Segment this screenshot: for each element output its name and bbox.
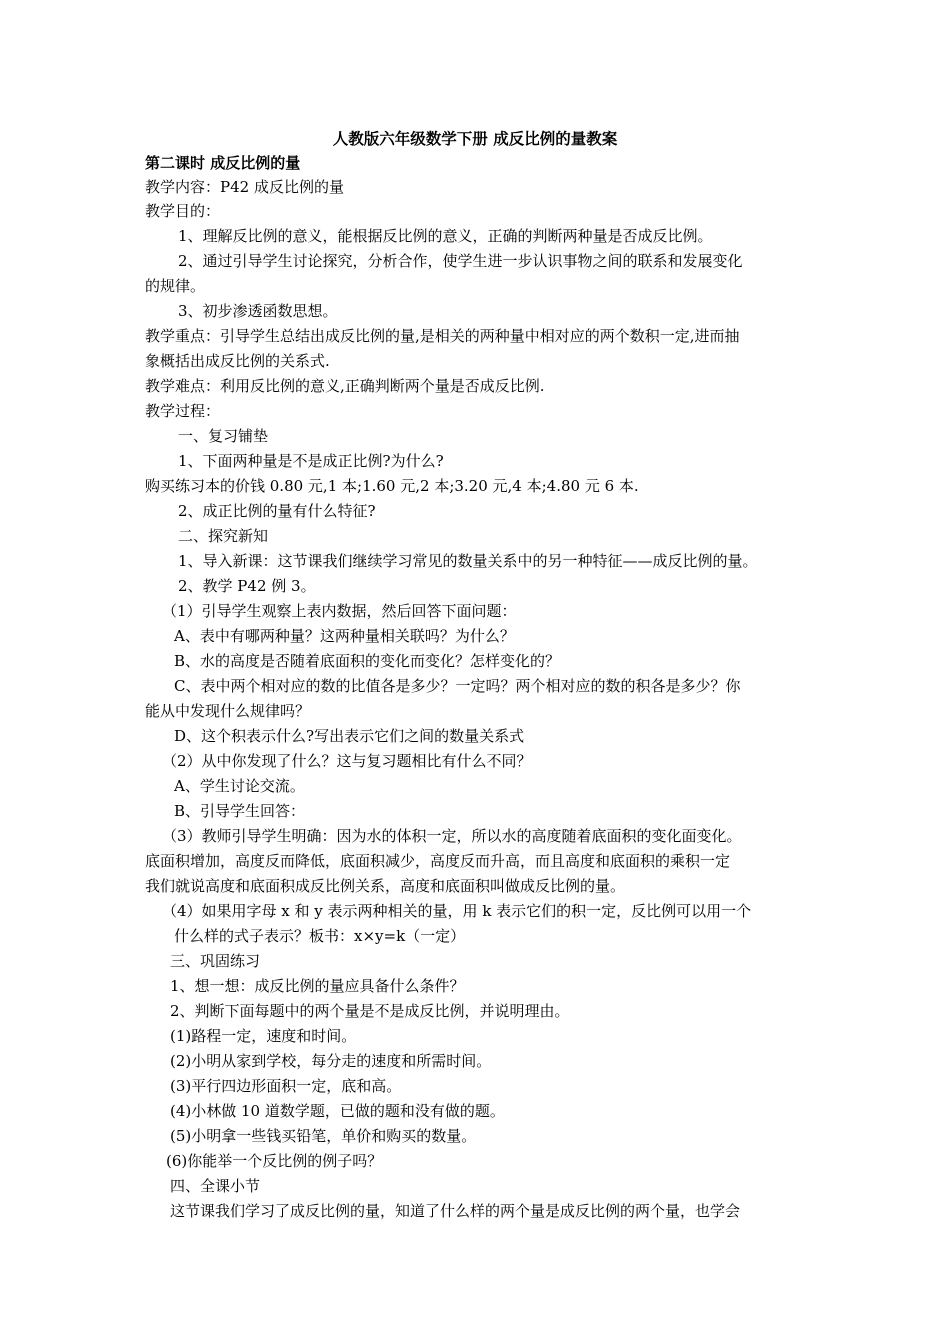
paragraph-line: 底面积增加，高度反而降低，底面积减少，高度反而升高，而且高度和底面积的乘积一定 [145, 852, 731, 870]
paragraph-line: (4)小林做 10 道数学题，已做的题和没有做的题。 [170, 1102, 505, 1120]
paragraph-line: （4）如果用字母 x 和 y 表示两种相关的量，用 k 表示它们的积一定，反比例可以用一个 [162, 902, 752, 920]
section-heading: 二、探究新知 [178, 527, 269, 545]
paragraph-line: 1、导入新课：这节课我们继续学习常见的数量关系中的另一种特征——成反比例的量。 [178, 552, 758, 570]
paragraph-line: 1、想一想：成反比例的量应具备什么条件？ [170, 977, 465, 995]
paragraph-line: 2、教学 P42 例 3。 [178, 577, 316, 595]
section-heading: 一、复习铺垫 [178, 427, 269, 445]
paragraph-line: 3、初步渗透函数思想。 [178, 302, 338, 320]
lesson-heading: 第二课时 成反比例的量 [145, 154, 301, 172]
paragraph-line: 教学难点：利用反比例的意义,正确判断两个量是否成反比例. [145, 377, 545, 395]
paragraph-line: 教学目的： [145, 202, 221, 220]
section-heading: 四、全课小节 [170, 1177, 261, 1195]
paragraph-line: (2)小明从家到学校，每分走的速度和所需时间。 [170, 1052, 492, 1070]
section-heading: 三、巩固练习 [170, 952, 261, 970]
paragraph-line: (5)小明拿一些钱买铅笔，单价和购买的数量。 [170, 1127, 477, 1145]
paragraph-line: C、表中两个相对应的数的比值各是多少？一定吗？两个相对应的数的积各是多少？你 [174, 677, 741, 695]
paragraph-line: 1、理解反比例的意义，能根据反比例的意义，正确的判断两种量是否成反比例。 [178, 227, 713, 245]
paragraph-line: (1)路程一定，速度和时间。 [170, 1027, 357, 1045]
paragraph-line: 购买练习本的价钱 0.80 元,1 本;1.60 元,2 本;3.20 元,4 本;4.80 元 6 本. [145, 477, 639, 495]
paragraph-line: (6)你能举一个反比例的例子吗？ [166, 1152, 383, 1170]
paragraph-line: B、水的高度是否随着底面积的变化而变化？怎样变化的？ [174, 652, 561, 670]
paragraph-line: A、表中有哪两种量？这两种量相关联吗？为什么？ [174, 627, 515, 645]
paragraph-line: （3）教师引导学生明确：因为水的体积一定，所以水的高度随着底面积的变化面变化。 [162, 827, 742, 845]
paragraph-line: 教学过程： [145, 402, 221, 420]
paragraph-line: 2、判断下面每题中的两个量是不是成反比例，并说明理由。 [170, 1002, 570, 1020]
paragraph-line: 什么样的式子表示？板书：x×y=k（一定） [174, 927, 466, 945]
paragraph-line: 1、下面两种量是不是成正比例?为什么? [178, 452, 444, 470]
paragraph-line: 2、成正比例的量有什么特征? [178, 502, 376, 520]
paragraph-line: 的规律。 [145, 277, 206, 295]
paragraph-line: (3)平行四边形面积一定，底和高。 [170, 1077, 402, 1095]
paragraph-line: 教学内容：P42 成反比例的量 [145, 178, 344, 196]
paragraph-line: A、学生讨论交流。 [174, 777, 305, 795]
document-title: 人教版六年级数学下册 成反比例的量教案 [332, 129, 618, 148]
paragraph-line: （1）引导学生观察上表内数据，然后回答下面问题： [162, 602, 517, 620]
paragraph-line: B、引导学生回答： [174, 802, 306, 820]
paragraph-line: 2、通过引导学生讨论探究，分析合作，使学生进一步认识事物之间的联系和发展变化 [178, 252, 743, 270]
paragraph-line: （2）从中你发现了什么？这与复习题相比有什么不同？ [162, 752, 532, 770]
paragraph-line: 能从中发现什么规律吗？ [145, 702, 311, 720]
paragraph-line: 这节课我们学习了成反比例的量，知道了什么样的两个量是成反比例的两个量，也学会 [170, 1202, 741, 1220]
paragraph-line: 象概括出成反比例的关系式. [145, 352, 330, 370]
paragraph-line: 教学重点：引导学生总结出成反比例的量,是相关的两种量中相对应的两个数积一定,进而抽 [145, 327, 740, 345]
paragraph-line: 我们就说高度和底面积成反比例关系，高度和底面积叫做成反比例的量。 [145, 877, 626, 895]
paragraph-line: D、这个积表示什么?写出表示它们之间的数量关系式 [174, 727, 525, 745]
